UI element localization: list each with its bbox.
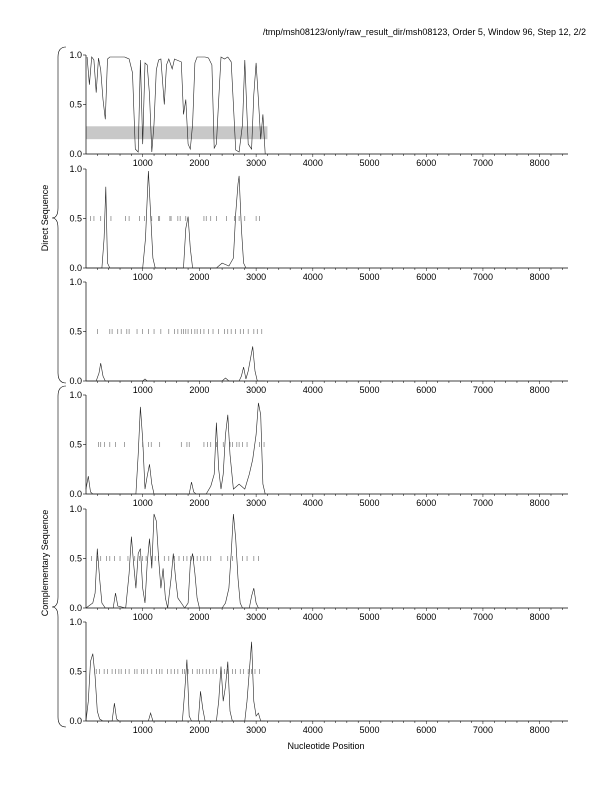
- x-tick-label: 2000: [189, 272, 210, 282]
- panel-5: [69, 504, 568, 622]
- probability-line: [87, 57, 265, 154]
- x-tick-label: 4000: [302, 158, 323, 168]
- panels-group: [69, 50, 568, 735]
- x-tick-label: 8000: [529, 158, 550, 168]
- x-tick-label: 2000: [189, 385, 210, 395]
- x-tick-label: 2000: [189, 612, 210, 622]
- x-tick-label: 7000: [472, 498, 493, 508]
- x-tick-label: 1000: [132, 612, 153, 622]
- y-tick-label: 0.5: [69, 213, 82, 224]
- x-tick-label: 7000: [472, 272, 493, 282]
- x-tick-label: 5000: [359, 158, 380, 168]
- panel-3: [69, 277, 568, 395]
- y-tick-label: 1.0: [69, 50, 82, 60]
- y-tick-label: 0.0: [69, 716, 82, 726]
- y-tick-label: 1.0: [69, 277, 82, 287]
- direct-sequence-brace: [52, 47, 66, 383]
- x-tick-label: 3000: [246, 498, 267, 508]
- y-tick-label: 0.5: [69, 99, 82, 110]
- x-tick-label: 4000: [302, 612, 323, 622]
- x-tick-label: 6000: [416, 385, 437, 395]
- y-tick-label: 1.0: [69, 164, 82, 174]
- y-tick-label: 0.5: [69, 326, 82, 337]
- direct-sequence-label: Direct Sequence: [40, 184, 50, 252]
- x-tick-label: 5000: [359, 498, 380, 508]
- panel-4: [69, 390, 568, 508]
- probability-line: [86, 171, 265, 268]
- x-tick-label: 7000: [472, 385, 493, 395]
- complementary-sequence-label: Complementary Sequence: [40, 509, 50, 617]
- probability-line: [86, 403, 265, 494]
- y-tick-label: 1.0: [69, 617, 82, 627]
- x-tick-label: 5000: [359, 272, 380, 282]
- x-tick-label: 1000: [132, 158, 153, 168]
- file-path-header: /tmp/msh08123/only/raw_result_dir/msh08123, Order 5, Window 96, Step 12, 2/2: [262, 27, 586, 37]
- y-tick-label: 0.5: [69, 439, 82, 450]
- y-tick-label: 0.5: [69, 666, 82, 677]
- x-tick-label: 6000: [416, 158, 437, 168]
- x-tick-label: 4000: [302, 498, 323, 508]
- x-axis-title: Nucleotide Position: [287, 741, 365, 751]
- x-tick-label: 5000: [359, 612, 380, 622]
- x-tick-label: 2000: [189, 725, 210, 735]
- x-tick-label: 8000: [529, 272, 550, 282]
- probability-line: [86, 514, 265, 608]
- x-tick-label: 6000: [416, 272, 437, 282]
- x-tick-label: 5000: [359, 725, 380, 735]
- x-tick-label: 6000: [416, 612, 437, 622]
- x-tick-label: 3000: [246, 385, 267, 395]
- x-tick-label: 3000: [246, 725, 267, 735]
- x-tick-label: 4000: [302, 272, 323, 282]
- y-tick-label: 1.0: [69, 504, 82, 514]
- y-tick-label: 0.0: [69, 603, 82, 613]
- x-tick-label: 7000: [472, 725, 493, 735]
- x-tick-label: 3000: [246, 158, 267, 168]
- x-tick-label: 4000: [302, 725, 323, 735]
- x-tick-label: 8000: [529, 612, 550, 622]
- group-braces: [52, 47, 66, 727]
- y-tick-label: 1.0: [69, 390, 82, 400]
- x-tick-label: 7000: [472, 158, 493, 168]
- panel-6: [69, 617, 568, 735]
- y-tick-label: 0.5: [69, 553, 82, 564]
- x-tick-label: 1000: [132, 272, 153, 282]
- x-tick-label: 3000: [246, 272, 267, 282]
- x-tick-label: 2000: [189, 498, 210, 508]
- x-tick-label: 2000: [189, 158, 210, 168]
- x-tick-label: 8000: [529, 498, 550, 508]
- shaded-band: [86, 126, 267, 139]
- x-tick-label: 6000: [416, 498, 437, 508]
- probability-line: [86, 642, 265, 721]
- x-tick-label: 8000: [529, 725, 550, 735]
- x-tick-label: 4000: [302, 385, 323, 395]
- y-tick-label: 0.0: [69, 376, 82, 386]
- x-tick-label: 5000: [359, 385, 380, 395]
- y-tick-label: 0.0: [69, 489, 82, 499]
- y-tick-label: 0.0: [69, 149, 82, 159]
- x-tick-label: 3000: [246, 612, 267, 622]
- x-tick-label: 1000: [132, 498, 153, 508]
- probability-line: [86, 346, 265, 381]
- y-tick-label: 0.0: [69, 263, 82, 273]
- complementary-sequence-brace: [52, 386, 66, 727]
- x-tick-label: 6000: [416, 725, 437, 735]
- panel-2: [69, 164, 568, 282]
- x-tick-label: 8000: [529, 385, 550, 395]
- x-tick-label: 7000: [472, 612, 493, 622]
- panel-1: [69, 50, 568, 168]
- x-tick-label: 1000: [132, 725, 153, 735]
- x-tick-label: 1000: [132, 385, 153, 395]
